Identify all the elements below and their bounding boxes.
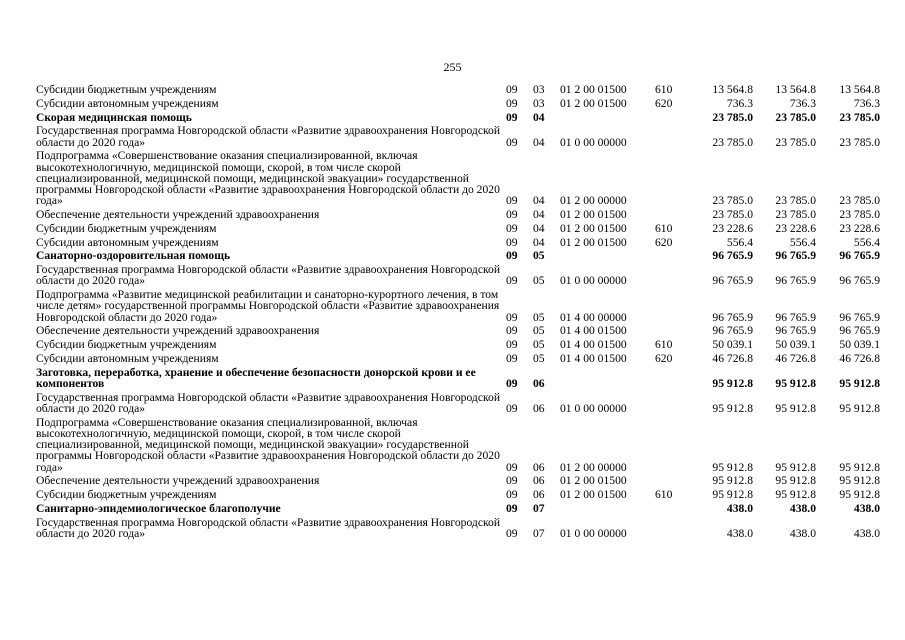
amount-year-3: 438.0 bbox=[853, 501, 880, 515]
amount-year-2: 46 726.8 bbox=[775, 351, 816, 365]
subsection-code: 04 bbox=[533, 110, 545, 124]
amount-year-1: 96 765.9 bbox=[712, 249, 753, 263]
table-row bbox=[36, 353, 880, 367]
expense-type-code bbox=[655, 503, 687, 517]
amount-year-2: 96 765.9 bbox=[775, 274, 816, 288]
table-row bbox=[36, 517, 880, 542]
target-article-code: 01 0 00 00000 bbox=[560, 274, 627, 288]
section-row bbox=[36, 250, 880, 264]
expense-type-code: 610 bbox=[655, 221, 673, 235]
amount-year-3: 95 912.8 bbox=[839, 474, 880, 488]
amount-year-2: 23 785.0 bbox=[775, 110, 816, 124]
subsection-code: 07 bbox=[533, 501, 545, 515]
expense-type-code bbox=[655, 112, 687, 126]
budget-table bbox=[36, 84, 880, 542]
target-article-code: 01 4 00 00000 bbox=[560, 310, 627, 324]
amount-year-3: 23 785.0 bbox=[839, 135, 880, 149]
expense-type-code bbox=[655, 125, 687, 150]
row-name: Подпрограмма «Совершенствование оказания специализированной, включая высокотехнологичную, медицинской помощи, скорой, в том числе скорой специализированной, медицинской помощи, медицинской эвакуации» государственной программы Новгородской области «Развитие здравоохранения Новгородской области до 2020 года» bbox=[36, 149, 500, 208]
amount-year-3: 556.4 bbox=[853, 235, 880, 249]
section-code: 09 bbox=[506, 274, 518, 288]
section-code: 09 bbox=[506, 110, 518, 124]
target-article-code: 01 0 00 00000 bbox=[560, 401, 627, 415]
amount-year-1: 13 564.8 bbox=[712, 83, 753, 96]
table-row bbox=[36, 475, 880, 489]
amount-year-2: 438.0 bbox=[789, 501, 816, 515]
target-article-code: 01 4 00 01500 bbox=[560, 351, 627, 365]
row-name: Субсидии бюджетным учреждениям bbox=[36, 221, 217, 235]
table-row bbox=[36, 237, 880, 251]
section-code: 09 bbox=[506, 310, 518, 324]
amount-year-2: 736.3 bbox=[789, 96, 816, 110]
row-name: Субсидии автономным учреждениям bbox=[36, 96, 219, 110]
row-name: Обеспечение деятельности учреждений здравоохранения bbox=[36, 474, 320, 488]
section-code: 09 bbox=[506, 460, 518, 474]
amount-year-2: 96 765.9 bbox=[775, 324, 816, 338]
section-code: 09 bbox=[506, 96, 518, 110]
amount-year-3: 23 785.0 bbox=[839, 208, 880, 221]
table-row bbox=[36, 325, 880, 339]
target-article-code: 01 4 00 01500 bbox=[560, 324, 627, 338]
page-number: 255 bbox=[443, 60, 462, 74]
amount-year-1: 23 785.0 bbox=[712, 194, 753, 208]
amount-year-3: 736.3 bbox=[853, 96, 880, 110]
amount-year-3: 438.0 bbox=[853, 526, 880, 540]
target-article-code bbox=[560, 503, 655, 517]
subsection-code: 05 bbox=[533, 324, 545, 338]
amount-year-1: 95 912.8 bbox=[712, 401, 753, 415]
expense-type-code bbox=[655, 517, 687, 542]
section-code: 09 bbox=[506, 194, 518, 208]
row-name: Обеспечение деятельности учреждений здравоохранения bbox=[36, 324, 320, 338]
target-article-code: 01 2 00 01500 bbox=[560, 221, 627, 235]
amount-year-2: 95 912.8 bbox=[775, 401, 816, 415]
section-row bbox=[36, 367, 880, 392]
amount-year-2: 95 912.8 bbox=[775, 460, 816, 474]
amount-year-1: 23 228.6 bbox=[712, 221, 753, 235]
amount-year-3: 95 912.8 bbox=[839, 376, 880, 390]
expense-type-code bbox=[655, 250, 687, 264]
target-article-code: 01 2 00 01500 bbox=[560, 474, 627, 488]
target-article-code: 01 2 00 00000 bbox=[560, 460, 627, 474]
amount-year-2: 50 039.1 bbox=[775, 338, 816, 352]
subsection-code: 06 bbox=[533, 460, 545, 474]
section-code: 09 bbox=[506, 208, 518, 221]
row-name: Субсидии автономным учреждениям bbox=[36, 235, 219, 249]
amount-year-3: 23 228.6 bbox=[839, 221, 880, 235]
amount-year-2: 95 912.8 bbox=[775, 376, 816, 390]
amount-year-3: 23 785.0 bbox=[839, 110, 880, 124]
table-row bbox=[36, 223, 880, 237]
amount-year-1: 95 912.8 bbox=[712, 376, 753, 390]
expense-type-code: 610 bbox=[655, 83, 673, 96]
target-article-code bbox=[560, 367, 655, 392]
section-code: 09 bbox=[506, 235, 518, 249]
subsection-code: 05 bbox=[533, 249, 545, 263]
amount-year-2: 95 912.8 bbox=[775, 488, 816, 502]
amount-year-1: 736.3 bbox=[726, 96, 753, 110]
table-row bbox=[36, 125, 880, 150]
amount-year-2: 96 765.9 bbox=[775, 249, 816, 263]
amount-year-1: 96 765.9 bbox=[712, 274, 753, 288]
amount-year-2: 556.4 bbox=[789, 235, 816, 249]
amount-year-1: 95 912.8 bbox=[712, 488, 753, 502]
target-article-code: 01 0 00 00000 bbox=[560, 526, 627, 540]
row-name: Санаторно-оздоровительная помощь bbox=[36, 249, 231, 263]
amount-year-1: 438.0 bbox=[726, 501, 753, 515]
row-name: Подпрограмма «Совершенствование оказания специализированной, включая высокотехнологичную, медицинской помощи, скорой, в том числе скорой специализированной, медицинской помощи, медицинской эвакуации» государственной программы Новгородской области «Развитие здравоохранения Новгородской области до 2020 года» bbox=[36, 415, 500, 474]
subsection-code: 04 bbox=[533, 208, 545, 221]
table-row bbox=[36, 339, 880, 353]
target-article-code bbox=[560, 112, 655, 126]
table-row bbox=[36, 289, 880, 325]
section-code: 09 bbox=[506, 474, 518, 488]
section-code: 09 bbox=[506, 83, 518, 96]
amount-year-3: 96 765.9 bbox=[839, 249, 880, 263]
expense-type-code: 620 bbox=[655, 96, 673, 110]
subsection-code: 03 bbox=[533, 96, 545, 110]
target-article-code: 01 4 00 01500 bbox=[560, 338, 627, 352]
amount-year-1: 95 912.8 bbox=[712, 460, 753, 474]
subsection-code: 05 bbox=[533, 351, 545, 365]
amount-year-3: 13 564.8 bbox=[839, 83, 880, 96]
row-name: Государственная программа Новгородской области «Развитие здравоохранения Новгородской области до 2020 года» bbox=[36, 515, 501, 540]
section-code: 09 bbox=[506, 249, 518, 263]
amount-year-2: 23 228.6 bbox=[775, 221, 816, 235]
expense-type-code bbox=[655, 209, 687, 223]
amount-year-2: 13 564.8 bbox=[775, 83, 816, 96]
section-code: 09 bbox=[506, 488, 518, 502]
target-article-code: 01 2 00 01500 bbox=[560, 208, 627, 221]
subsection-code: 07 bbox=[533, 526, 545, 540]
amount-year-1: 50 039.1 bbox=[712, 338, 753, 352]
section-row bbox=[36, 112, 880, 126]
target-article-code bbox=[560, 250, 655, 264]
row-name: Скорая медицинская помощь bbox=[36, 110, 192, 124]
amount-year-1: 23 785.0 bbox=[712, 208, 753, 221]
amount-year-1: 95 912.8 bbox=[712, 474, 753, 488]
row-name: Субсидии бюджетным учреждениям bbox=[36, 83, 217, 96]
section-code: 09 bbox=[506, 338, 518, 352]
subsection-code: 06 bbox=[533, 376, 545, 390]
amount-year-3: 96 765.9 bbox=[839, 274, 880, 288]
section-code: 09 bbox=[506, 221, 518, 235]
section-code: 09 bbox=[506, 324, 518, 338]
amount-year-1: 438.0 bbox=[726, 526, 753, 540]
amount-year-2: 23 785.0 bbox=[775, 135, 816, 149]
section-code: 09 bbox=[506, 135, 518, 149]
target-article-code: 01 2 00 01500 bbox=[560, 96, 627, 110]
amount-year-2: 438.0 bbox=[789, 526, 816, 540]
subsection-code: 04 bbox=[533, 221, 545, 235]
subsection-code: 06 bbox=[533, 474, 545, 488]
amount-year-1: 96 765.9 bbox=[712, 310, 753, 324]
amount-year-3: 46 726.8 bbox=[839, 351, 880, 365]
expense-type-code: 620 bbox=[655, 235, 673, 249]
subsection-code: 04 bbox=[533, 235, 545, 249]
section-code: 09 bbox=[506, 351, 518, 365]
section-row bbox=[36, 503, 880, 517]
expense-type-code bbox=[655, 367, 687, 392]
expense-type-code: 620 bbox=[655, 351, 673, 365]
amount-year-3: 96 765.9 bbox=[839, 324, 880, 338]
table-row bbox=[36, 489, 880, 503]
amount-year-2: 23 785.0 bbox=[775, 194, 816, 208]
table-row bbox=[36, 150, 880, 209]
amount-year-3: 96 765.9 bbox=[839, 310, 880, 324]
amount-year-3: 95 912.8 bbox=[839, 401, 880, 415]
expense-type-code: 610 bbox=[655, 338, 673, 352]
subsection-code: 05 bbox=[533, 274, 545, 288]
expense-type-code bbox=[655, 417, 687, 476]
expense-type-code bbox=[655, 289, 687, 325]
table-body bbox=[36, 84, 880, 542]
subsection-code: 05 bbox=[533, 338, 545, 352]
expense-type-code bbox=[655, 264, 687, 289]
expense-type-code bbox=[655, 475, 687, 489]
amount-year-1: 23 785.0 bbox=[712, 110, 753, 124]
subsection-code: 06 bbox=[533, 488, 545, 502]
amount-year-1: 556.4 bbox=[726, 235, 753, 249]
table-row bbox=[36, 98, 880, 112]
subsection-code: 03 bbox=[533, 83, 545, 96]
section-code: 09 bbox=[506, 526, 518, 540]
expense-type-code bbox=[655, 150, 687, 209]
target-article-code: 01 0 00 00000 bbox=[560, 135, 627, 149]
target-article-code: 01 2 00 01500 bbox=[560, 235, 627, 249]
row-name: Государственная программа Новгородской области «Развитие здравоохранения Новгородской области до 2020 года» bbox=[36, 124, 501, 149]
amount-year-1: 46 726.8 bbox=[712, 351, 753, 365]
section-code: 09 bbox=[506, 376, 518, 390]
row-name: Субсидии бюджетным учреждениям bbox=[36, 488, 217, 502]
subsection-code: 05 bbox=[533, 310, 545, 324]
expense-type-code bbox=[655, 325, 687, 339]
amount-year-3: 95 912.8 bbox=[839, 460, 880, 474]
amount-year-3: 23 785.0 bbox=[839, 194, 880, 208]
amount-year-1: 23 785.0 bbox=[712, 135, 753, 149]
table-row bbox=[36, 84, 880, 98]
table-row bbox=[36, 264, 880, 289]
expense-type-code: 610 bbox=[655, 488, 673, 502]
row-name: Субсидии автономным учреждениям bbox=[36, 351, 219, 365]
amount-year-3: 50 039.1 bbox=[839, 338, 880, 352]
target-article-code: 01 2 00 01500 bbox=[560, 488, 627, 502]
row-name: Заготовка, переработка, хранение и обеспечение безопасности донорской крови и ее компонентов bbox=[36, 365, 476, 390]
row-name: Обеспечение деятельности учреждений здравоохранения bbox=[36, 208, 320, 221]
subsection-code: 04 bbox=[533, 194, 545, 208]
amount-year-2: 95 912.8 bbox=[775, 474, 816, 488]
row-name: Государственная программа Новгородской области «Развитие здравоохранения Новгородской области до 2020 года» bbox=[36, 263, 501, 288]
row-name: Подпрограмма «Развитие медицинской реабилитации и санаторно-курортного лечения, в том числе детям» государственной программы Новгородской области «Развитие здравоохранения Новгородской области до 2020 года» bbox=[36, 288, 500, 324]
table-row bbox=[36, 417, 880, 476]
amount-year-2: 23 785.0 bbox=[775, 208, 816, 221]
subsection-code: 06 bbox=[533, 401, 545, 415]
subsection-code: 04 bbox=[533, 135, 545, 149]
target-article-code: 01 2 00 01500 bbox=[560, 83, 627, 96]
row-name: Субсидии бюджетным учреждениям bbox=[36, 338, 217, 352]
amount-year-1: 96 765.9 bbox=[712, 324, 753, 338]
section-code: 09 bbox=[506, 401, 518, 415]
amount-year-2: 96 765.9 bbox=[775, 310, 816, 324]
target-article-code: 01 2 00 00000 bbox=[560, 194, 627, 208]
expense-type-code bbox=[655, 392, 687, 417]
table-row bbox=[36, 392, 880, 417]
table-row bbox=[36, 209, 880, 223]
row-name: Государственная программа Новгородской области «Развитие здравоохранения Новгородской области до 2020 года» bbox=[36, 390, 501, 415]
section-code: 09 bbox=[506, 501, 518, 515]
row-name: Санитарно-эпидемиологическое благополучие bbox=[36, 501, 281, 515]
amount-year-3: 95 912.8 bbox=[839, 488, 880, 502]
